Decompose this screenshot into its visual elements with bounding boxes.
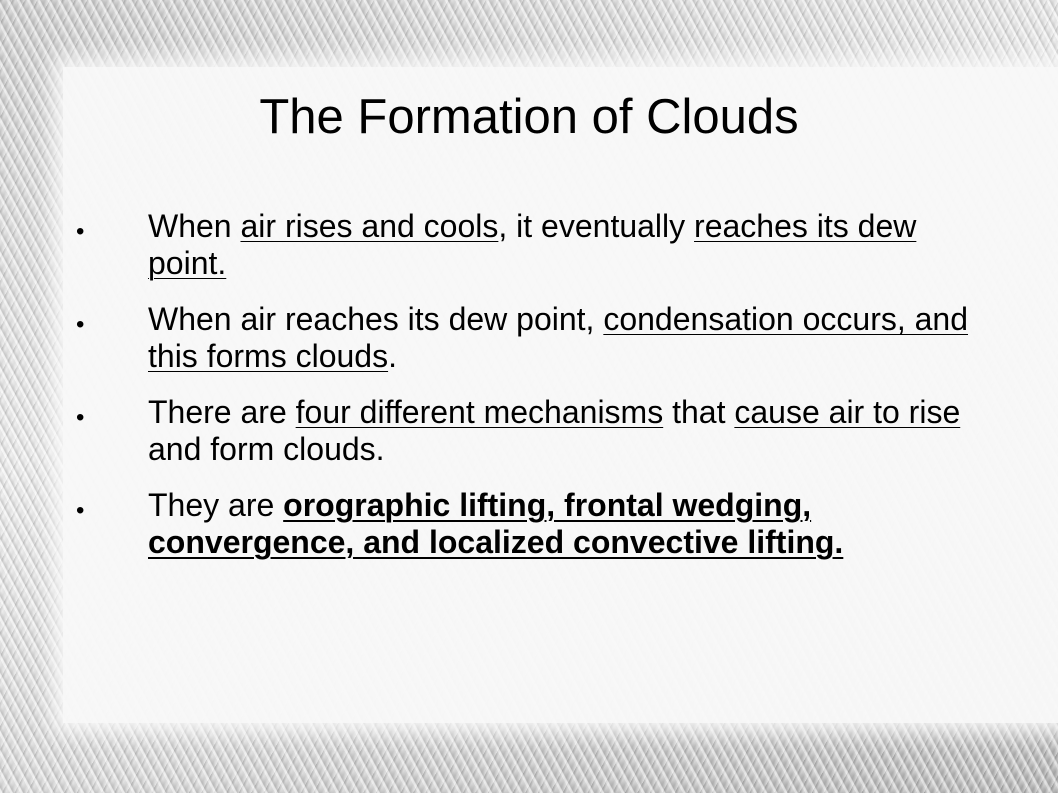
bullet-list: [76, 208, 996, 580]
bullet-text: When air rises and cools, it eventually reaches its dew point.: [148, 208, 917, 282]
bullet-icon: •: [76, 496, 85, 524]
bullet-icon: •: [76, 403, 85, 431]
bullet-item: [76, 208, 996, 283]
bullet-item: [76, 487, 996, 562]
slide-title: The Formation of Clouds: [259, 90, 799, 144]
bullet-icon: •: [76, 310, 85, 338]
bullet-item: [76, 394, 996, 469]
bullet-item: [76, 301, 996, 376]
bullet-text: When air reaches its dew point, condensation occurs, and this forms clouds.: [148, 300, 969, 375]
bullet-text: There are four different mechanisms that cause air to rise and form clouds.: [148, 393, 961, 468]
bullet-icon: •: [76, 218, 85, 245]
bullet-text: They are orographic lifting, frontal wedging, convergence, and localized convective lifting.: [148, 486, 844, 561]
